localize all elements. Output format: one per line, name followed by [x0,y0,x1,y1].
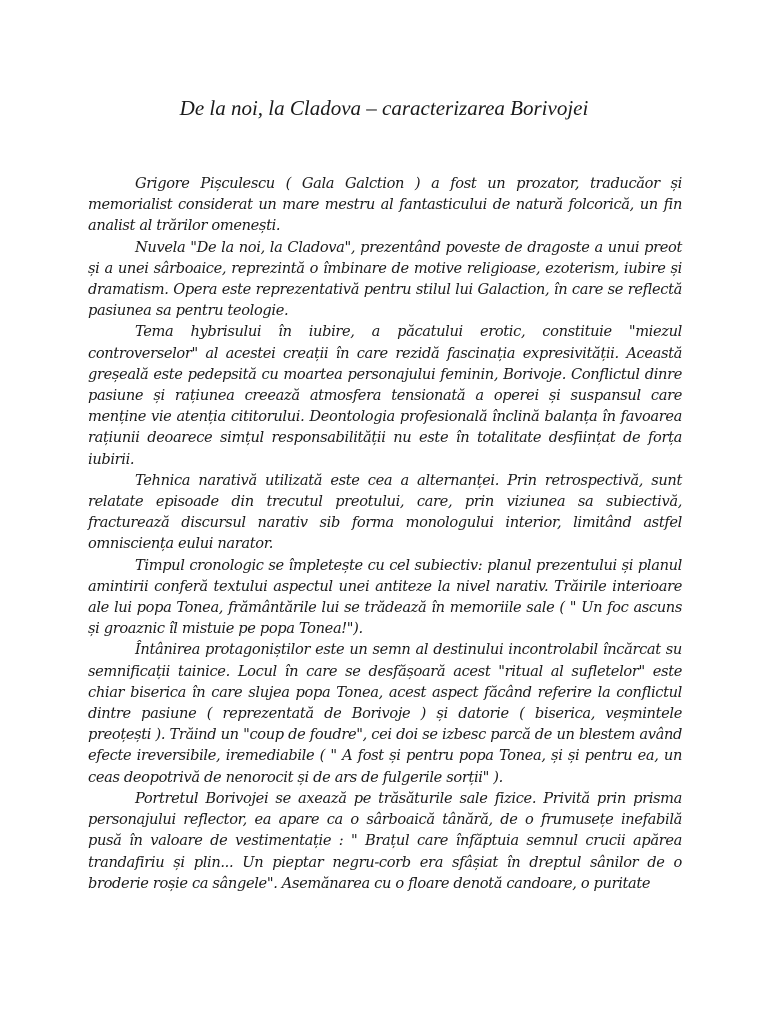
paragraph: Timpul cronologic se împletește cu cel subiectiv: planul prezentului și planul amintirii conferă textului aspectul unei antiteze la nivel narativ. Trăirile interioare ale lui popa Tonea, frământările lui se trădează în memoriile sale ( " Un foc ascuns și groaznic îl mistuie pe popa Tonea!"). [88,556,682,638]
paragraph: Tema hybrisului în iubire, a păcatului erotic, constituie "miezul controverselor" al acestei creații în care rezidă fascinația expresivității. Această greșeală este pedepsită cu moartea personajului feminin, Borivoje. Conflictul dinre pasiune și rațiunea creează atmosfera tensionată a operei și suspansul care menține vie atenția cititorului. Deontologia profesională înclină balanța în favoarea rațiunii deoarece simțul responsabilității nu este în totalitate desființat de forța iubirii. [88,323,682,468]
paragraph: Nuvela "De la noi, la Cladova", prezentând poveste de dragoste a unui preot și a unei sârboaice, reprezintă o îmbinare de motive religioase, ezoterism, iubire și dramatism. Opera este reprezentativă pentru stilul lui Galaction, în care se reflectă pasiunea sa pentru teologie. [88,238,682,320]
paragraph: Portretul Borivojei se axează pe trăsăturile sale fizice. Privită prin prisma personajului reflector, ea apare ca o sârboaică tânără, de o frumusețe inefabilă pusă în valoare de vestimentație : " Brațul care înfăptuia semnul crucii apărea trandafiriu și plin... Un pieptar negru-corb era sfâșiat în dreptul sânilor de o broderie roșie ca sângele". Asemănarea cu o floare denotă candoare, o puritate [88,789,682,892]
paragraph: Grigore Pișculescu ( Gala Galction ) a fost un prozator, traducăor și memorialist considerat un mare mestru al fantasticului de natură folcorică, un fin analist al trărilor omenești. [88,175,682,235]
paragraph: Întânirea protagoniștilor este un semn al destinului incontrolabil încărcat su semnificații tainice. Locul în care se desfășoară acest "ritual al sufletelor" este chiar biserica în care slujea popa Tonea, acest aspect făcând referire la conflictul dintre pasiune ( reprezentată de Borivoje ) și datorie ( biserica, veșmintele preoțești ). Trăind un "coup de foudre", cei doi se izbesc parcă de un blestem având efecte ireversibile, iremediabile ( " A fost și pentru popa Tonea, și și pentru ea, un ceas deopotrivă de nenorocit și de ars de fulgerile sorții" ). [88,641,682,786]
document-title: De la noi, la Cladova – caracterizarea Borivojei [179,96,589,120]
paragraph: Tehnica narativă utilizată este cea a alternanței. Prin retrospectivă, sunt relatate episoade din trecutul preotului, care, prin viziunea sa subiectivă, fracturează discursul narativ sib forma monologului interior, limitând astfel omnisciența eului narator. [88,471,682,553]
document-body [88,173,682,894]
